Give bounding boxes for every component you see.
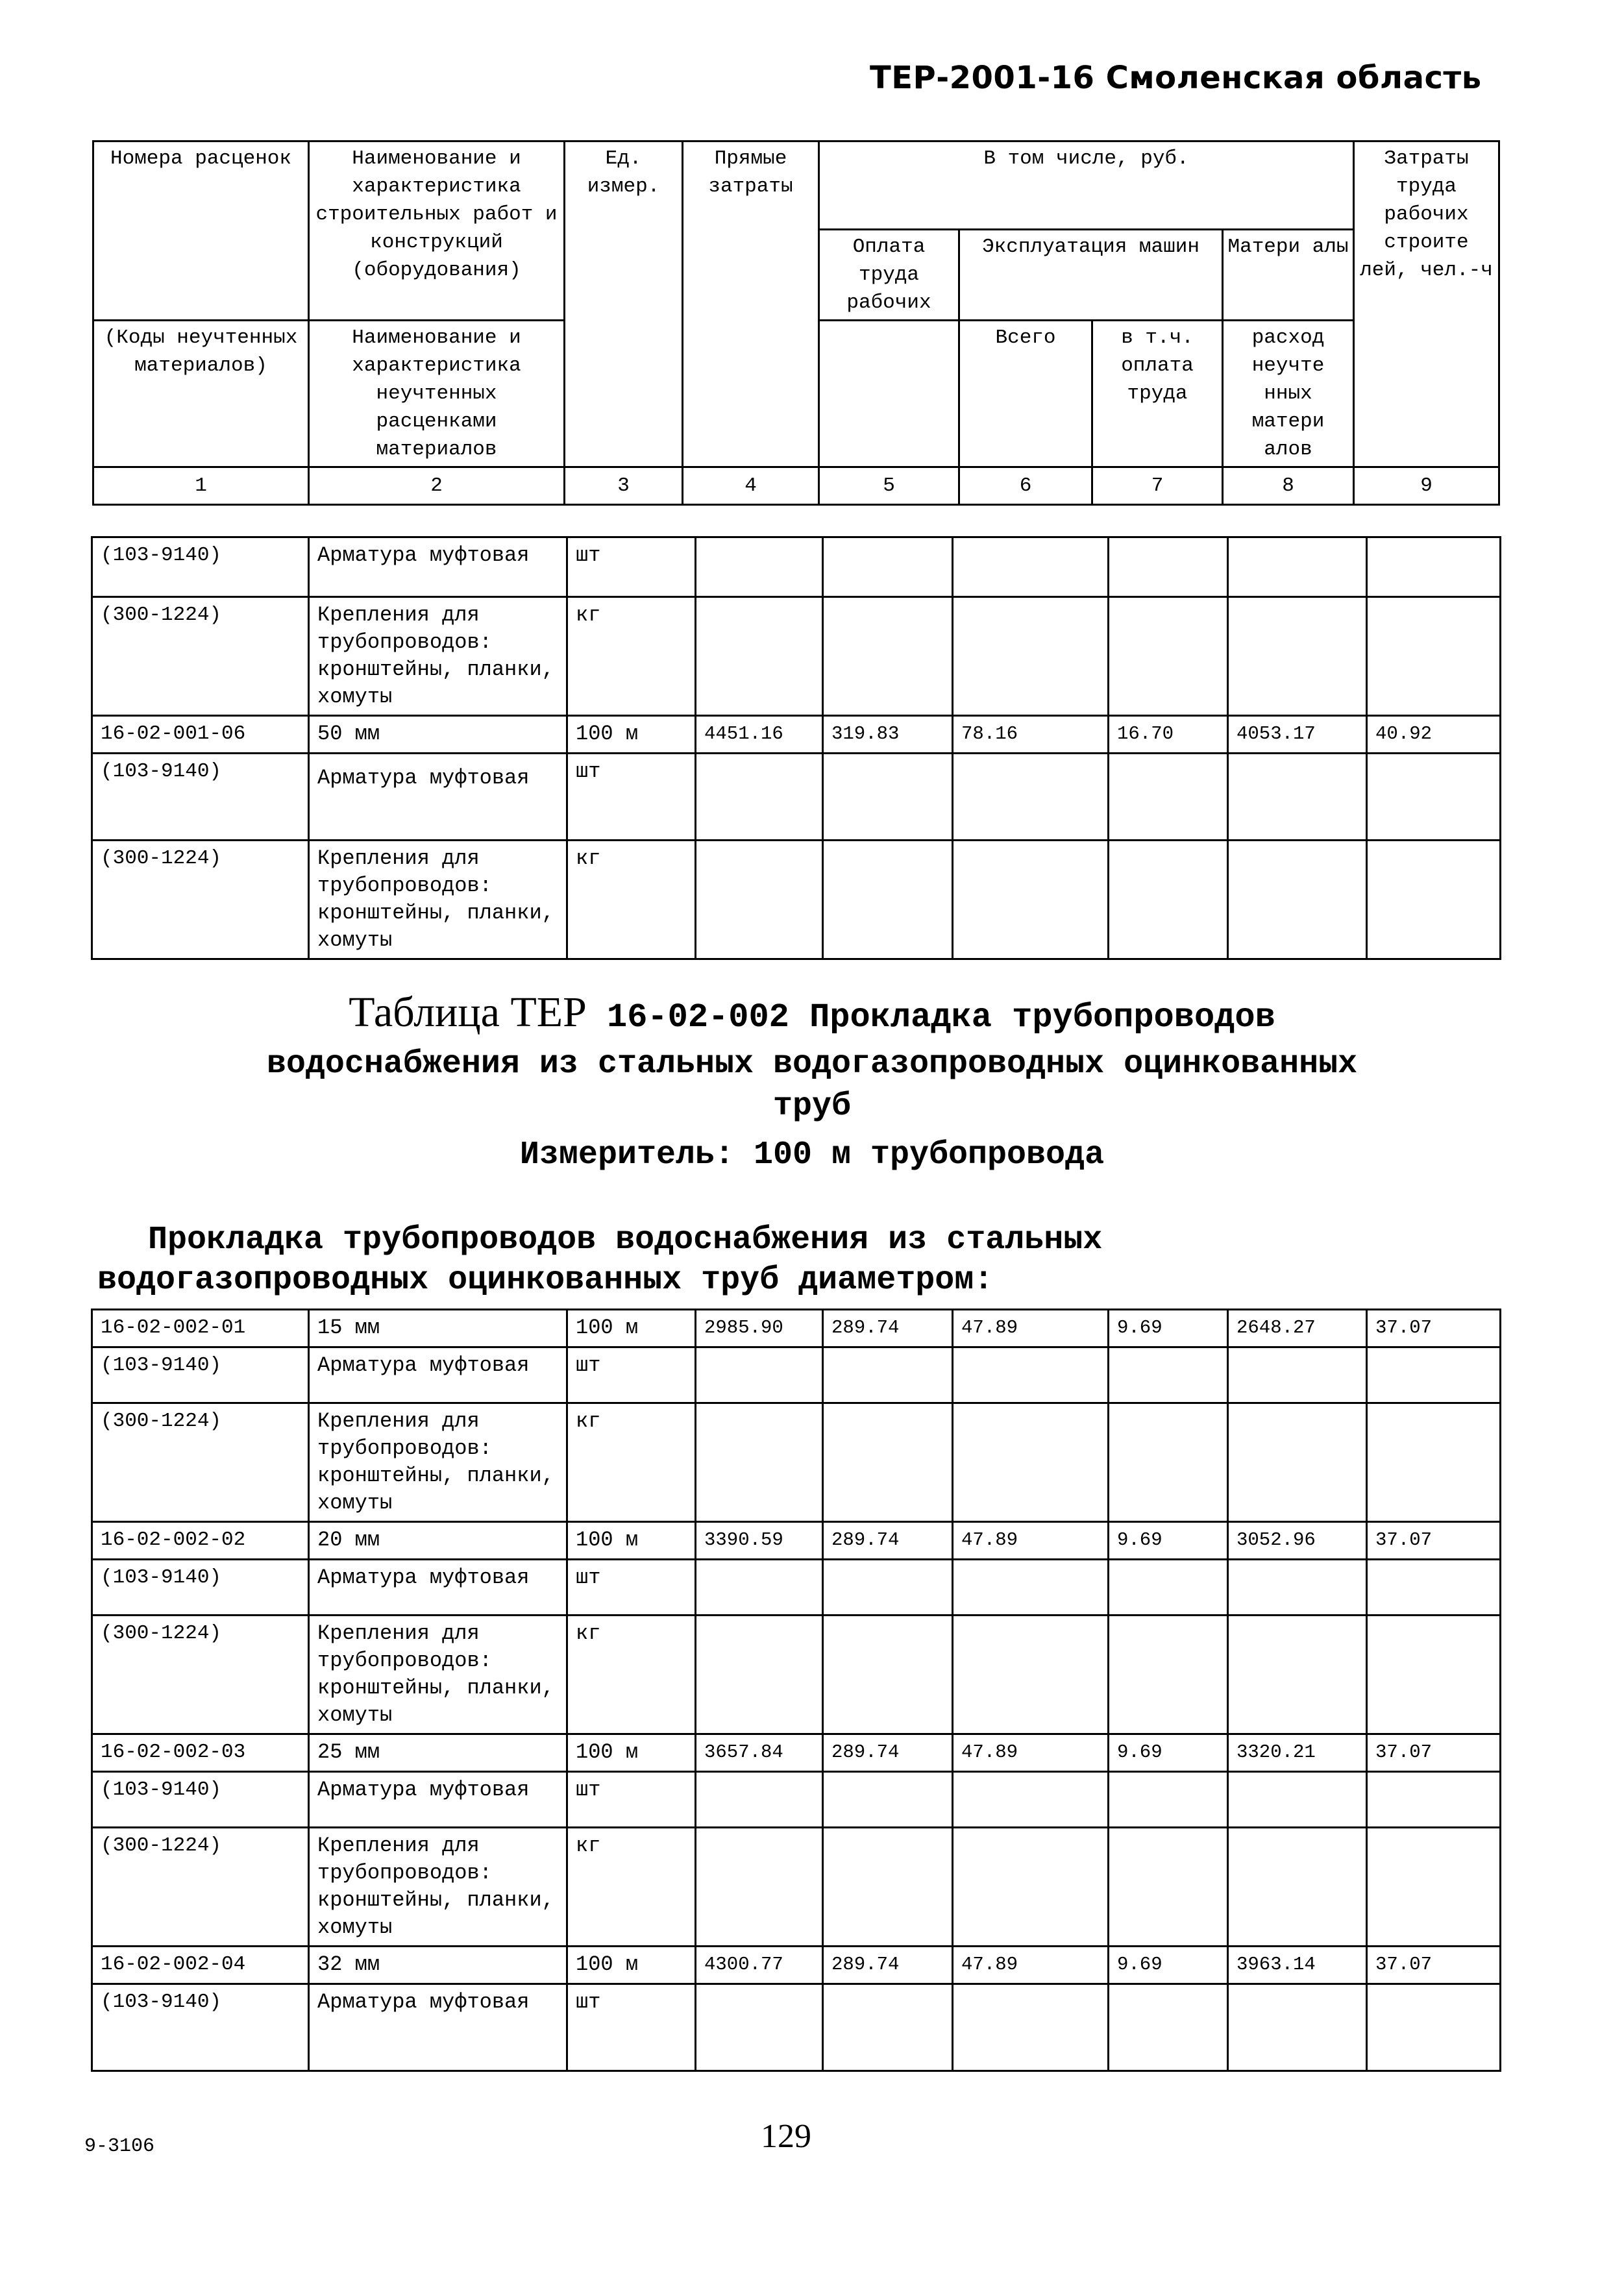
- worker-pay: [823, 841, 953, 959]
- material-name: Крепления для трубопроводов: кронштейны, планки, хомуты: [309, 1403, 567, 1522]
- table-title-line-3: труб: [772, 1088, 852, 1125]
- column-number: 2: [309, 467, 565, 505]
- table-row: [92, 1522, 1501, 1560]
- unit: 100 м: [567, 1522, 696, 1560]
- worker-pay: [823, 1347, 953, 1403]
- material-code: (300-1224): [92, 1403, 309, 1522]
- unit: шт: [567, 537, 696, 597]
- machines-total: [953, 1616, 1109, 1734]
- unit: шт: [567, 1560, 696, 1616]
- header-machines-total: Всего: [959, 321, 1092, 467]
- unit: 100 м: [567, 1310, 696, 1347]
- material-code: (300-1224): [92, 597, 309, 716]
- column-number: 7: [1092, 467, 1223, 505]
- unit: кг: [567, 841, 696, 959]
- table-row: [92, 1616, 1501, 1734]
- table-row: [92, 537, 1501, 597]
- labor-hours: [1367, 754, 1501, 841]
- labor-hours: 37.07: [1367, 1522, 1501, 1560]
- machines-labor: [1109, 1828, 1228, 1947]
- unit: кг: [567, 1828, 696, 1947]
- materials: [1228, 841, 1367, 959]
- unit: 100 м: [567, 1947, 696, 1984]
- unit: шт: [567, 1347, 696, 1403]
- unit: шт: [567, 754, 696, 841]
- material-name: Крепления для трубопроводов: кронштейны, планки, хомуты: [309, 841, 567, 959]
- machines-total: [953, 1403, 1109, 1522]
- header-unaccounted-names: Наименование и характеристика неучтенных расценками материалов: [309, 321, 565, 467]
- worker-pay: 289.74: [823, 1734, 953, 1772]
- header-machine-operation: Эксплуатация машин: [959, 230, 1223, 321]
- column-number: 8: [1223, 467, 1354, 505]
- rate-code: 16-02-002-02: [92, 1522, 309, 1560]
- header-materials: Матери алы: [1223, 230, 1354, 321]
- material-name: Крепления для трубопроводов: кронштейны, планки, хомуты: [309, 1616, 567, 1734]
- worker-pay: 289.74: [823, 1310, 953, 1347]
- unit: 100 м: [567, 1734, 696, 1772]
- machines-labor: [1109, 1984, 1228, 2071]
- unit: шт: [567, 1772, 696, 1828]
- material-name: Арматура муфтовая: [309, 537, 567, 597]
- column-number: 3: [565, 467, 683, 505]
- header-including-group: В том числе, руб.: [819, 141, 1354, 230]
- machines-labor: 9.69: [1109, 1734, 1228, 1772]
- table-measure-unit: Измеритель: 100 м трубопровода: [519, 1137, 1105, 1174]
- labor-hours: [1367, 841, 1501, 959]
- worker-pay: [823, 537, 953, 597]
- materials: [1228, 1560, 1367, 1616]
- header-unit: Ед. измер.: [565, 141, 683, 467]
- worker-pay: 289.74: [823, 1522, 953, 1560]
- direct-costs: 3390.59: [696, 1522, 823, 1560]
- worker-pay: 319.83: [823, 716, 953, 754]
- table-row: [92, 1984, 1501, 2071]
- machines-total: 47.89: [953, 1947, 1109, 1984]
- direct-costs: [696, 1772, 823, 1828]
- materials: [1228, 1403, 1367, 1522]
- table-row: [92, 841, 1501, 959]
- material-name: Крепления для трубопроводов: кронштейны, планки, хомуты: [309, 1828, 567, 1947]
- direct-costs: [696, 537, 823, 597]
- material-name: Арматура муфтовая: [309, 1772, 567, 1828]
- machines-labor: [1109, 841, 1228, 959]
- section-subtitle-line-2: водогазопроводных оцинкованных труб диаметром:: [97, 1262, 994, 1299]
- unit: кг: [567, 597, 696, 716]
- rates-table-16-02-001: [91, 536, 1501, 960]
- material-code: (103-9140): [92, 1560, 309, 1616]
- materials: 3052.96: [1228, 1522, 1367, 1560]
- machines-total: [953, 1828, 1109, 1947]
- table-row: [92, 1403, 1501, 1522]
- machines-labor: 16.70: [1109, 716, 1228, 754]
- material-code: (300-1224): [92, 1616, 309, 1734]
- table-title-number: 16-02-002 Прокладка трубопроводов: [607, 998, 1275, 1037]
- header-work-name: Наименование и характеристика строительных работ и конструкций (оборудования): [309, 141, 565, 321]
- direct-costs: [696, 597, 823, 716]
- labor-hours: [1367, 1347, 1501, 1403]
- column-number: 9: [1354, 467, 1499, 505]
- machines-total: [953, 1984, 1109, 2071]
- machines-total: [953, 1347, 1109, 1403]
- machines-labor: [1109, 1616, 1228, 1734]
- direct-costs: 4451.16: [696, 716, 823, 754]
- worker-pay: [823, 1616, 953, 1734]
- direct-costs: 2985.90: [696, 1310, 823, 1347]
- direct-costs: [696, 841, 823, 959]
- labor-hours: [1367, 1616, 1501, 1734]
- rate-code: 16-02-002-04: [92, 1947, 309, 1984]
- work-name: 50 мм: [309, 716, 567, 754]
- worker-pay: [823, 597, 953, 716]
- machines-labor: 9.69: [1109, 1947, 1228, 1984]
- machines-labor: [1109, 537, 1228, 597]
- work-name: 20 мм: [309, 1522, 567, 1560]
- labor-hours: 37.07: [1367, 1947, 1501, 1984]
- unit: 100 м: [567, 716, 696, 754]
- labor-hours: 37.07: [1367, 1734, 1501, 1772]
- direct-costs: [696, 1347, 823, 1403]
- header-worker-pay-cont: [819, 321, 959, 467]
- column-number: 4: [683, 467, 819, 505]
- section-subtitle-line-1: Прокладка трубопроводов водоснабжения из стальных: [148, 1222, 1103, 1259]
- worker-pay: [823, 1828, 953, 1947]
- labor-hours: [1367, 1560, 1501, 1616]
- rates-table-16-02-002: [91, 1309, 1501, 2072]
- header-worker-pay: Оплата труда рабочих: [819, 230, 959, 321]
- labor-hours: [1367, 1984, 1501, 2071]
- machines-labor: 9.69: [1109, 1310, 1228, 1347]
- column-number-row: [93, 467, 1499, 505]
- machines-total: [953, 1772, 1109, 1828]
- material-name: Арматура муфтовая: [309, 1347, 567, 1403]
- direct-costs: [696, 1984, 823, 2071]
- unit: шт: [567, 1984, 696, 2071]
- direct-costs: [696, 754, 823, 841]
- table-row: [92, 716, 1501, 754]
- work-name: 32 мм: [309, 1947, 567, 1984]
- header-unaccounted-materials: расход неучте нных матери алов: [1223, 321, 1354, 467]
- materials: 2648.27: [1228, 1310, 1367, 1347]
- machines-total: 78.16: [953, 716, 1109, 754]
- page-number: 129: [761, 2118, 811, 2155]
- material-name: Арматура муфтовая: [309, 754, 567, 841]
- machines-total: [953, 841, 1109, 959]
- materials: 3963.14: [1228, 1947, 1367, 1984]
- materials: [1228, 754, 1367, 841]
- table-row: [92, 1734, 1501, 1772]
- table-row: [92, 1347, 1501, 1403]
- unit: кг: [567, 1616, 696, 1734]
- material-code: (103-9140): [92, 1347, 309, 1403]
- material-code: (103-9140): [92, 1984, 309, 2071]
- material-code: (103-9140): [92, 1772, 309, 1828]
- materials: [1228, 597, 1367, 716]
- document-code: 9-3106: [84, 2135, 155, 2157]
- table-row: [92, 1772, 1501, 1828]
- labor-hours: [1367, 537, 1501, 597]
- labor-hours: [1367, 1403, 1501, 1522]
- table-row: [92, 1947, 1501, 1984]
- machines-labor: [1109, 1403, 1228, 1522]
- machines-labor: [1109, 1772, 1228, 1828]
- machines-labor: 9.69: [1109, 1522, 1228, 1560]
- machines-total: 47.89: [953, 1310, 1109, 1347]
- material-code: (103-9140): [92, 537, 309, 597]
- direct-costs: 4300.77: [696, 1947, 823, 1984]
- direct-costs: [696, 1616, 823, 1734]
- materials: [1228, 1828, 1367, 1947]
- materials: [1228, 1772, 1367, 1828]
- header-direct-costs: Прямые затраты: [683, 141, 819, 467]
- unit: кг: [567, 1403, 696, 1522]
- worker-pay: [823, 1560, 953, 1616]
- direct-costs: 3657.84: [696, 1734, 823, 1772]
- column-number: 5: [819, 467, 959, 505]
- machines-labor: [1109, 754, 1228, 841]
- direct-costs: [696, 1828, 823, 1947]
- machines-total: [953, 1560, 1109, 1616]
- direct-costs: [696, 1560, 823, 1616]
- column-header-table: [92, 140, 1500, 506]
- material-code: (300-1224): [92, 841, 309, 959]
- table-row: [92, 1310, 1501, 1347]
- table-row: [92, 1560, 1501, 1616]
- materials: 4053.17: [1228, 716, 1367, 754]
- table-row: [92, 597, 1501, 716]
- rate-code: 16-02-002-01: [92, 1310, 309, 1347]
- material-code: (300-1224): [92, 1828, 309, 1947]
- work-name: 15 мм: [309, 1310, 567, 1347]
- labor-hours: [1367, 1772, 1501, 1828]
- header-rate-number: Номера расценок: [93, 141, 309, 321]
- worker-pay: 289.74: [823, 1947, 953, 1984]
- work-name: 25 мм: [309, 1734, 567, 1772]
- materials: [1228, 1347, 1367, 1403]
- table-row: [92, 1828, 1501, 1947]
- materials: [1228, 1616, 1367, 1734]
- machines-labor: [1109, 1347, 1228, 1403]
- machines-total: 47.89: [953, 1522, 1109, 1560]
- material-name: Крепления для трубопроводов: кронштейны, планки, хомуты: [309, 597, 567, 716]
- materials: 3320.21: [1228, 1734, 1367, 1772]
- table-title-line-1: [0, 987, 1624, 1044]
- material-name: Арматура муфтовая: [309, 1560, 567, 1616]
- header-machines-labor: в т.ч. оплата труда: [1092, 321, 1223, 467]
- rate-code: 16-02-001-06: [92, 716, 309, 754]
- worker-pay: [823, 1403, 953, 1522]
- machines-total: [953, 537, 1109, 597]
- worker-pay: [823, 754, 953, 841]
- machines-total: [953, 597, 1109, 716]
- labor-hours: [1367, 1828, 1501, 1947]
- table-title-line-2: водоснабжения из стальных водогазопроводных оцинкованных: [266, 1046, 1358, 1083]
- worker-pay: [823, 1984, 953, 2071]
- labor-hours: 37.07: [1367, 1310, 1501, 1347]
- running-head: ТЕР-2001-16 Смоленская область: [870, 60, 1482, 96]
- material-name: Арматура муфтовая: [309, 1984, 567, 2071]
- material-code: (103-9140): [92, 754, 309, 841]
- header-labor-hours: Затраты труда рабочих строите лей, чел.-ч: [1354, 141, 1499, 467]
- materials: [1228, 1984, 1367, 2071]
- materials: [1228, 537, 1367, 597]
- column-number: 6: [959, 467, 1092, 505]
- machines-labor: [1109, 597, 1228, 716]
- machines-total: [953, 754, 1109, 841]
- rate-code: 16-02-002-03: [92, 1734, 309, 1772]
- header-unaccounted-codes: (Коды неучтенных материалов): [93, 321, 309, 467]
- labor-hours: [1367, 597, 1501, 716]
- machines-labor: [1109, 1560, 1228, 1616]
- table-title-prefix: Таблица ТЕР: [349, 989, 587, 1036]
- table-row: [92, 754, 1501, 841]
- column-number: 1: [93, 467, 309, 505]
- machines-total: 47.89: [953, 1734, 1109, 1772]
- worker-pay: [823, 1772, 953, 1828]
- direct-costs: [696, 1403, 823, 1522]
- labor-hours: 40.92: [1367, 716, 1501, 754]
